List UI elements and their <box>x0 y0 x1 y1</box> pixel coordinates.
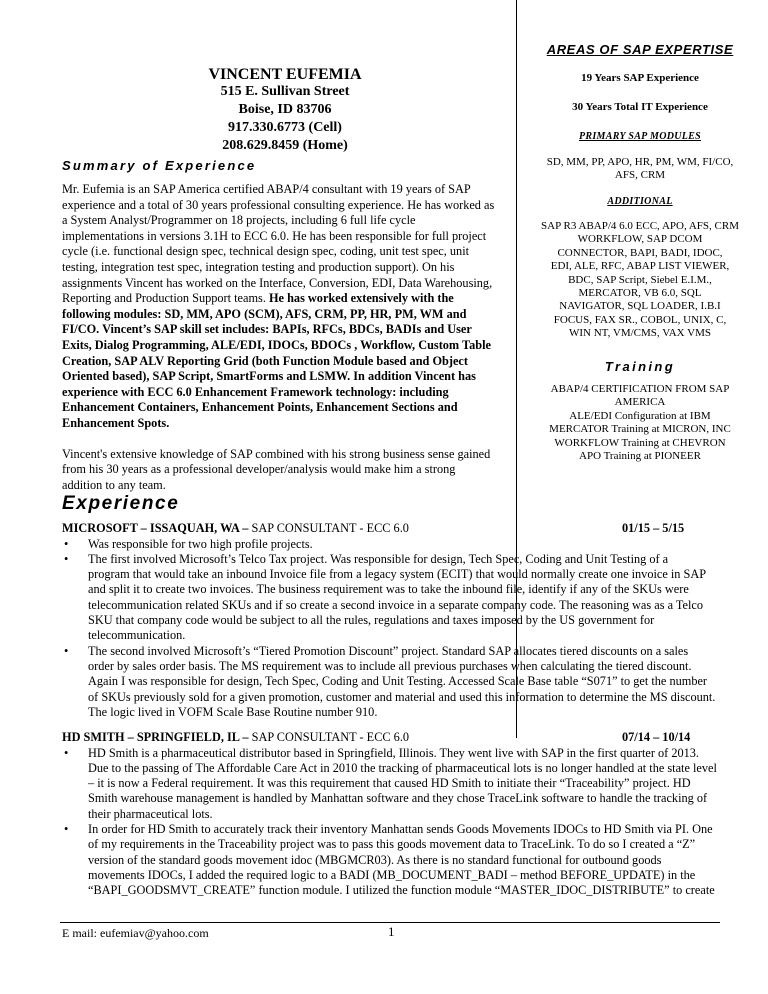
job-header: MICROSOFT – ISSAQUAH, WA – SAP CONSULTANT - ECC 6.0 01/15 – 5/15 <box>62 521 685 535</box>
bullet-line: order by sales order basis. The MS requirement was to include all previous purchases when calculating the tiered discount. <box>88 658 692 673</box>
bullet-line: Due to the passing of The Affordable Care Act in 2010 the tracking of pharmaceutical lots is no longer handled at the state level <box>88 760 717 775</box>
expertise-title: AREAS OF SAP EXPERTISE <box>546 42 734 57</box>
footer-rule <box>60 922 720 923</box>
training-title: Training <box>604 359 676 374</box>
text-line: EDI, ALE, RFC, ABAP LIST VIEWER, <box>550 260 730 273</box>
text-line: addition to any team. <box>62 477 166 492</box>
text-line: AFS, CRM <box>614 169 666 182</box>
text-line: NAVIGATOR, SQL LOADER, I.B.I <box>559 300 721 313</box>
text-line: Enhancement Spots. <box>62 415 170 430</box>
bullet-line: – it is now a Federal requirement. It was this requirement that caused HD Smith to initiate their “Traceability” project. HD <box>88 776 691 791</box>
text-line: Exits, Dialog Programming, ALE/EDI, IDOCs, BDOCs , Workflow, Custom Table <box>62 337 491 352</box>
text-line: testing, integration test spec, integration testing and production support). On his <box>62 259 455 274</box>
text-line: experience with ECC 6.0 Enhancement Framework technology: including <box>62 384 449 399</box>
text-line: FOCUS, FAX SR., COBOL, UNIX, C, <box>553 313 727 326</box>
text-line: Vincent's extensive knowledge of SAP combined with his strong business sense gained <box>62 446 491 461</box>
text-line: SD, MM, PP, APO, HR, PM, WM, FI/CO, <box>546 156 734 168</box>
summary-body <box>62 182 512 493</box>
text-line: ABAP/4 CERTIFICATION FROM SAP <box>550 383 730 395</box>
training-list <box>522 383 758 463</box>
bullet-line: • The second involved Microsoft’s “Tiered Promotion Discount” project. Standard SAP allocates tiered discounts on a sales <box>88 643 689 658</box>
primary-modules-list <box>522 156 758 183</box>
job-dates: 01/15 – 5/15 <box>622 521 685 535</box>
text-line: CONNECTOR, BAPI, BADI, IDOC, <box>557 246 723 259</box>
text-line: following modules: SD, MM, APO (SCM), AFS, CRM, PP, HR, PM, WM and <box>62 306 467 321</box>
text-line: cycle (i.e. functional design spec, technical design spec, coding, unit test spec, unit <box>62 244 470 259</box>
text-line: ALE/EDI Configuration at IBM <box>569 409 711 422</box>
phone-home: 208.629.8459 (Home) <box>222 138 348 153</box>
text-line: MERCATOR, VB 6.0, SQL <box>578 287 702 300</box>
text-line: WIN NT, VM/CMS, VAX VMS <box>568 327 711 340</box>
text-line: FI/CO. Vincent’s SAP skill set includes: BAPIs, RFCs, BDCs, BADIs and User <box>62 322 472 337</box>
bullet-line: of SKUs previously sold for a given promotion, customer and material and used this information to determine the MS discount. <box>88 689 716 704</box>
bullet-line: program that would take an inbound Invoice file from a legacy system (ECIT) that would normally create one invoice in SAP <box>88 567 707 582</box>
candidate-name: VINCENT EUFEMIA <box>208 66 362 83</box>
bullet-item <box>62 537 722 552</box>
bullet-line: • HD Smith is a pharmaceutical distributor based in Springfield, Illinois. They went live with SAP in the first quarter of 2013. <box>88 745 699 760</box>
bullet-line: The logic lived in VOFM Scale Base Routine number 910. <box>88 704 378 719</box>
phone-cell: 917.330.6773 (Cell) <box>228 120 342 135</box>
text-line: experience and a total of 30 years professional consulting experience. He has worked as <box>62 197 495 212</box>
text-line: implementations in versions 3.1H to ECC 6.0. He has been responsible for full project <box>62 228 487 243</box>
address-street: 515 E. Sullivan Street <box>220 84 350 99</box>
text-line: MERCATOR Training at MICRON, INC <box>549 423 731 436</box>
bullet-line: of my requirements in the Traceability project was to pass this goods movement data to TraceLink. To do so I created a “Z” <box>88 837 696 852</box>
experience-title: Experience <box>62 493 180 514</box>
bullet-line: • The first involved Microsoft’s Telco Tax project. Was responsible for design, Tech Spec, Coding and Unit Testing of a <box>88 551 669 566</box>
text-line: SAP R3 ABAP/4 6.0 ECC, APO, AFS, CRM <box>541 220 739 232</box>
bullet-line: • Was responsible for two high profile projects. <box>88 536 313 551</box>
summary-title: Summary of Experience <box>62 158 257 173</box>
bullet-line: SKU that company code would be subject to all the rules, regulations and taxes imposed by the US government for <box>88 613 655 628</box>
job-header: HD SMITH – SPRINGFIELD, IL – SAP CONSULTANT - ECC 6.0 07/14 – 10/14 <box>62 730 691 744</box>
bullet-line: their pharmaceutical lots. <box>88 806 213 821</box>
bullet-item <box>62 644 722 720</box>
bullet-item <box>62 822 722 898</box>
job-hd-smith <box>62 730 722 899</box>
text-line: Enhancement Containers, Enhancement Points, Enhancement Sections and <box>62 400 458 415</box>
summary-line-8: Reporting and Production Support teams. He has worked extensively with the <box>62 291 454 306</box>
address-city: Boise, ID 83706 <box>238 102 332 117</box>
text-line: Oriented based), SAP Script, SmartForms and LSMW. In addition Vincent has <box>62 369 476 384</box>
text-line: APO Training at PIONEER <box>579 450 701 463</box>
text-line: AMERICA <box>614 396 666 409</box>
years-sap: 19 Years SAP Experience <box>581 72 699 84</box>
bullet-line: • In order for HD Smith to accurately track their inventory Manhattan sends Goods Movements IDOCs to HD Smith via PI. One <box>88 822 713 837</box>
footer-email: E mail: eufemiav@yahoo.com <box>62 926 209 940</box>
text-line: BDC, SAP Script, Siebel E.I.M., <box>568 273 712 286</box>
bullet-line: and split it to create two invoices. The business requirement was to take the inbound file, identify if any of the SKUs were <box>88 582 689 597</box>
text-line: WORKFLOW, SAP DCOM <box>577 233 703 246</box>
primary-modules-title: PRIMARY SAP MODULES <box>578 131 702 142</box>
additional-list <box>522 220 758 341</box>
text-line: Mr. Eufemia is an SAP America certified ABAP/4 consultant with 19 years of SAP <box>62 182 471 196</box>
bullet-item <box>62 552 722 644</box>
bullet-line: movements IDOCs, I added the required logic to a BADI (MB_DOCUMENT_BADI – method BEFORE_UPDATE) in the <box>88 867 696 882</box>
bullet-line: telecommunication. <box>88 628 186 643</box>
bullet-line: “BAPI_GOODSMVT_CREATE” function module. I utilized the function module “MASTER_IDOC_DISTRIBUTE” to create <box>88 883 715 898</box>
text-line: Creation, SAP ALV Reporting Grid (both Function Module based and Object <box>62 353 468 368</box>
text-line: from his 30 years as a professional developer/analysis would make him a strong <box>62 462 456 477</box>
bullet-line: Again I was responsible for design, Tech Spec, Coding and Unit Testing. Accessed Scale Base table “S071” to get the number <box>88 674 708 689</box>
page-number: 1 <box>388 924 395 939</box>
additional-title: ADDITIONAL <box>607 196 673 207</box>
text-line: assignments Vincent has worked on the Interface, Conversion, EDI, Data Warehousing, <box>62 275 493 290</box>
text-line: a System Analyst/Programmer on 18 projects, including 6 full life cycle <box>62 213 416 228</box>
bullet-line: telecommunication related SKUs and if so create a second invoice in a separate company code. The reasoning was as a Telco <box>88 597 704 612</box>
text-line: WORKFLOW Training at CHEVRON <box>554 436 726 449</box>
bullet-line: Smith warehouse management is handled by Manhattan software and they chose TraceLink software to handle the tracking of <box>88 791 708 806</box>
bullet-line: version of the standard goods movement idoc (MBGMCR03). As there is no standard functional for outbound goods <box>88 852 662 867</box>
bullet-item <box>62 746 722 822</box>
years-it: 30 Years Total IT Experience <box>572 101 708 113</box>
job-dates: 07/14 – 10/14 <box>622 730 691 744</box>
job-microsoft <box>62 521 722 720</box>
